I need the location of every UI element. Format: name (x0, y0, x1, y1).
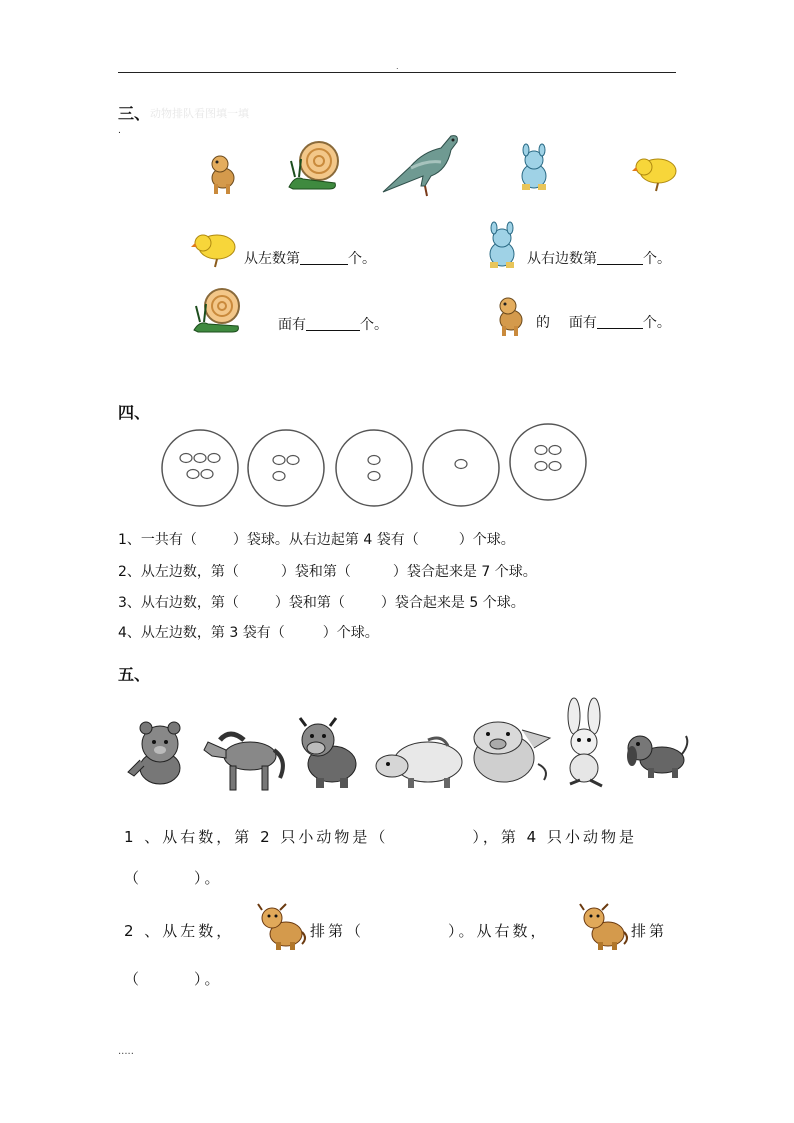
pigeon-icon (381, 130, 461, 198)
ball (368, 472, 380, 481)
s5-q2-part3: ）。从右数， (448, 922, 549, 940)
s5-q1-cont (124, 867, 223, 888)
s5-q2-part6: ）。 (194, 970, 223, 988)
s4-q2 (118, 561, 537, 581)
s5-q2-part5: （ (124, 970, 143, 988)
s4-q1-part2: ）袋球。从右边起第 4 袋有（ (232, 532, 419, 548)
s4-q3-part1: 3、从右边数，第（ (118, 595, 239, 611)
pig-icon (458, 714, 554, 788)
s4-q1-part3: ）个球。 (458, 532, 515, 548)
ball (194, 454, 206, 463)
s4-q3-part3: ）袋合起来是 5 个球。 (380, 595, 525, 611)
s5-q1-part3: （ (124, 869, 143, 887)
calf-icon (578, 902, 630, 952)
answer-blank[interactable] (300, 250, 348, 265)
s4-q4-part2: ）个球。 (322, 625, 379, 641)
section5-heading: 五、 (118, 665, 151, 684)
s3-q2-end: 个。 (643, 251, 671, 267)
chick-icon (191, 229, 237, 269)
s4-q1 (118, 529, 515, 549)
s3-q4-end: 个。 (642, 315, 671, 331)
answer-blank[interactable] (597, 314, 643, 329)
s4-q3-part2: ）袋和第（ (274, 595, 345, 611)
answer-blank[interactable] (306, 316, 360, 331)
s5-q1-part4: ）。 (194, 869, 223, 887)
s3-q4-text: 面有 (568, 315, 597, 331)
s5-q2-cont (124, 968, 223, 989)
ball (201, 470, 213, 479)
s5-q2-mid (310, 920, 549, 941)
s4-q1-part1: 1、一共有（ (118, 532, 197, 548)
answer-blank[interactable] (597, 250, 643, 265)
sheep-icon (368, 734, 468, 790)
s4-q2-part3: ）袋合起来是 7 个球。 (392, 564, 537, 580)
section3-heading: 三、 (118, 104, 151, 123)
bunny-toy-icon (484, 224, 520, 270)
ball (535, 462, 547, 471)
s5-q1 (124, 826, 637, 847)
ball (273, 472, 285, 481)
s3-q3 (278, 314, 388, 334)
puppy-icon (206, 152, 240, 196)
snail-icon (190, 284, 242, 336)
ball (535, 446, 547, 455)
margin-mark: . (118, 126, 121, 136)
puppy-icon (494, 294, 528, 338)
ball (187, 470, 199, 479)
ball (208, 454, 220, 463)
bunny-toy-icon (516, 146, 552, 192)
ball-bag (510, 424, 586, 500)
s3-q1-text: 从左数第 (244, 251, 300, 267)
ball (180, 454, 192, 463)
header-dot: . (396, 62, 399, 71)
footer-dots: ..... (118, 1046, 134, 1057)
s3-q3-end: 个。 (360, 317, 388, 333)
ball (549, 446, 561, 455)
s4-q4 (118, 622, 379, 642)
s5-q2-part4: 排第 (631, 922, 668, 940)
s3-q2 (527, 248, 671, 268)
s5-q1-part1: 1 、从右数，第 2 只小动物是（ (124, 828, 389, 846)
section3-faint-instruction: 动物排队看图填一填 (150, 107, 249, 120)
s3-q4 (536, 312, 671, 332)
cow-icon (292, 716, 364, 790)
horse-icon (200, 720, 290, 792)
s5-q2-part1: 2 、从左数， (124, 922, 235, 940)
s5-q1-part2: ），第 4 只小动物是 (472, 828, 637, 846)
s5-q2-part2: 排第（ (310, 922, 365, 940)
s4-q4-part1: 4、从左边数，第 3 袋有（ (118, 625, 285, 641)
ball-bag (248, 430, 324, 506)
s3-q4-de: 的 (536, 315, 550, 331)
bear-icon (126, 720, 194, 786)
ball-bags-figure (150, 428, 600, 510)
ball (549, 462, 561, 471)
s3-q3-text: 面有 (278, 317, 306, 333)
header-rule (118, 72, 676, 73)
ball-bag (336, 430, 412, 506)
ball (273, 456, 285, 465)
s4-q3 (118, 592, 525, 612)
ball-bag (162, 430, 238, 506)
snail-icon (285, 137, 341, 193)
ball (287, 456, 299, 465)
rabbit-icon (556, 698, 614, 790)
chick-icon (632, 153, 678, 193)
ball (455, 460, 467, 469)
calf-icon (256, 902, 308, 952)
s4-q2-part2: ）袋和第（ (280, 564, 351, 580)
s3-q2-text: 从右边数第 (527, 251, 597, 267)
dog-icon (624, 730, 690, 780)
section4-heading: 四、 (118, 403, 151, 422)
s3-q1 (244, 248, 376, 268)
s4-q2-part1: 2、从左边数，第（ (118, 564, 239, 580)
s3-q1-end: 个。 (348, 251, 376, 267)
ball (368, 456, 380, 465)
